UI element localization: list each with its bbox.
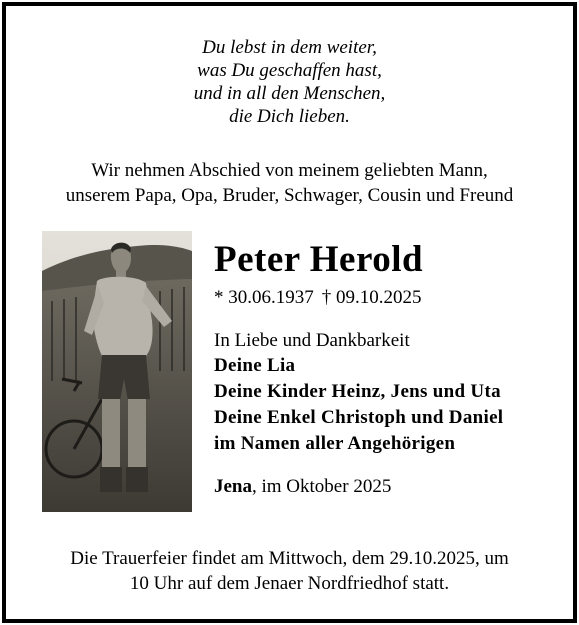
death-date: † 09.10.2025 [321, 287, 422, 308]
poem [6, 36, 573, 128]
poem-line: was Du geschaffen hast, [197, 60, 382, 81]
poem-line: und in all den Menschen, [193, 83, 386, 104]
service-line: Die Trauerfeier findet am Mittwoch, dem 29.10.2025, um [70, 548, 509, 569]
portrait-photo [42, 231, 192, 512]
funeral-service-notice [6, 546, 573, 596]
place-and-date [214, 475, 564, 499]
deceased-name: Peter Herold [214, 239, 424, 280]
poem-line: Du lebst in dem weiter, [202, 37, 377, 58]
mourner-line: Deine Enkel Christoph und Daniel [214, 407, 504, 428]
farewell-line: Wir nehmen Abschied von meinem geliebten Mann, [91, 160, 488, 181]
mourner-line: Deine Lia [214, 355, 296, 376]
life-dates [214, 287, 564, 309]
mourners-list [214, 353, 564, 457]
place-date: , im Oktober 2025 [252, 476, 392, 497]
poem-line: die Dich lieben. [229, 106, 350, 127]
obituary-details [214, 240, 564, 499]
farewell-text [6, 158, 573, 208]
service-line: 10 Uhr auf dem Jenaer Nordfriedhof statt. [129, 573, 450, 594]
mourner-line: Deine Kinder Heinz, Jens und Uta [214, 381, 501, 402]
birth-date: * 30.06.1937 [214, 287, 314, 308]
mourners-intro: In Liebe und Dankbarkeit [214, 330, 410, 351]
place-city: Jena [214, 476, 252, 497]
farewell-line: unserem Papa, Opa, Bruder, Schwager, Cousin und Freund [65, 185, 514, 206]
mourner-line: im Namen aller Angehörigen [214, 433, 456, 454]
obituary-frame [2, 2, 577, 623]
